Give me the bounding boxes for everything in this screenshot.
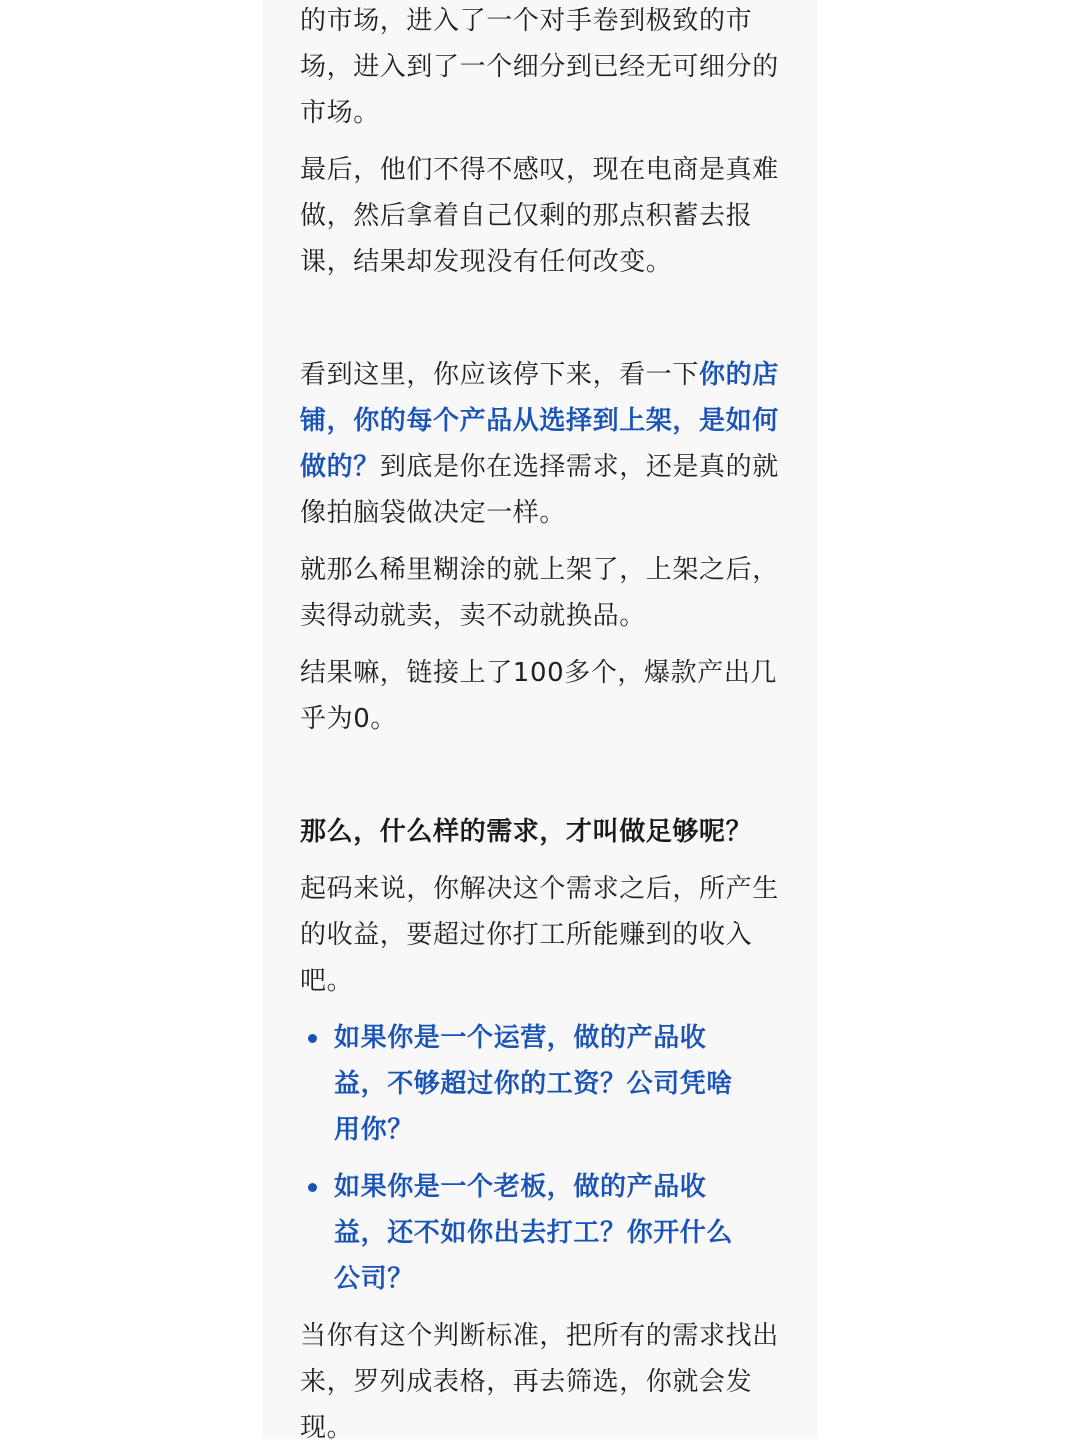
section-heading: 那么，什么样的需求，才叫做足够呢？ (300, 817, 753, 847)
paragraph-standard: 当你有这个判断标准，把所有的需求找出来，罗列成表格，再去筛选，你就会发现。 (300, 1321, 779, 1443)
bullet-item-boss (300, 1164, 754, 1302)
bullet-dot-icon (308, 1183, 317, 1192)
reflection-lead: 看到这里，你应该停下来，看一下 (300, 360, 700, 390)
bullet-dot-icon (308, 1034, 317, 1043)
reflection-highlight: 你的店铺，你的每个产品从选择到上架，是如何做的？ (300, 360, 779, 482)
reflection-tail: 到底是你在选择需求，还是真的就像拍脑袋做决定一样。 (300, 452, 779, 528)
bullet-list (300, 1015, 780, 1302)
paragraph-conclusion: 最后，他们不得不感叹，现在电商是真难做，然后拿着自己仅剩的那点积蓄去报课，结果却发现没有任何改变。 (300, 155, 779, 277)
paragraph-criterion: 起码来说，你解决这个需求之后，所产生的收益，要超过你打工所能赚到的收入吧。 (300, 874, 779, 996)
bullet-text-operator: 如果你是一个运营，做的产品收益，不够超过你的工资？公司凭啥用你？ (334, 1023, 734, 1145)
article-content (300, 0, 780, 1451)
paragraph-market: 的市场，进入了一个对手卷到极致的市场，进入到了一个细分到已经无可细分的市场。 (300, 6, 779, 128)
paragraph-listing: 就那么稀里糊涂的就上架了，上架之后，卖得动就卖，卖不动就换品。 (300, 555, 779, 631)
bullet-item-operator (300, 1015, 754, 1153)
paragraph-result: 结果嘛，链接上了100多个，爆款产出几乎为0。 (300, 658, 778, 734)
bullet-text-boss: 如果你是一个老板，做的产品收益，还不如你出去打工？你开什么公司？ (334, 1172, 734, 1294)
paragraph-reflection (300, 352, 780, 536)
